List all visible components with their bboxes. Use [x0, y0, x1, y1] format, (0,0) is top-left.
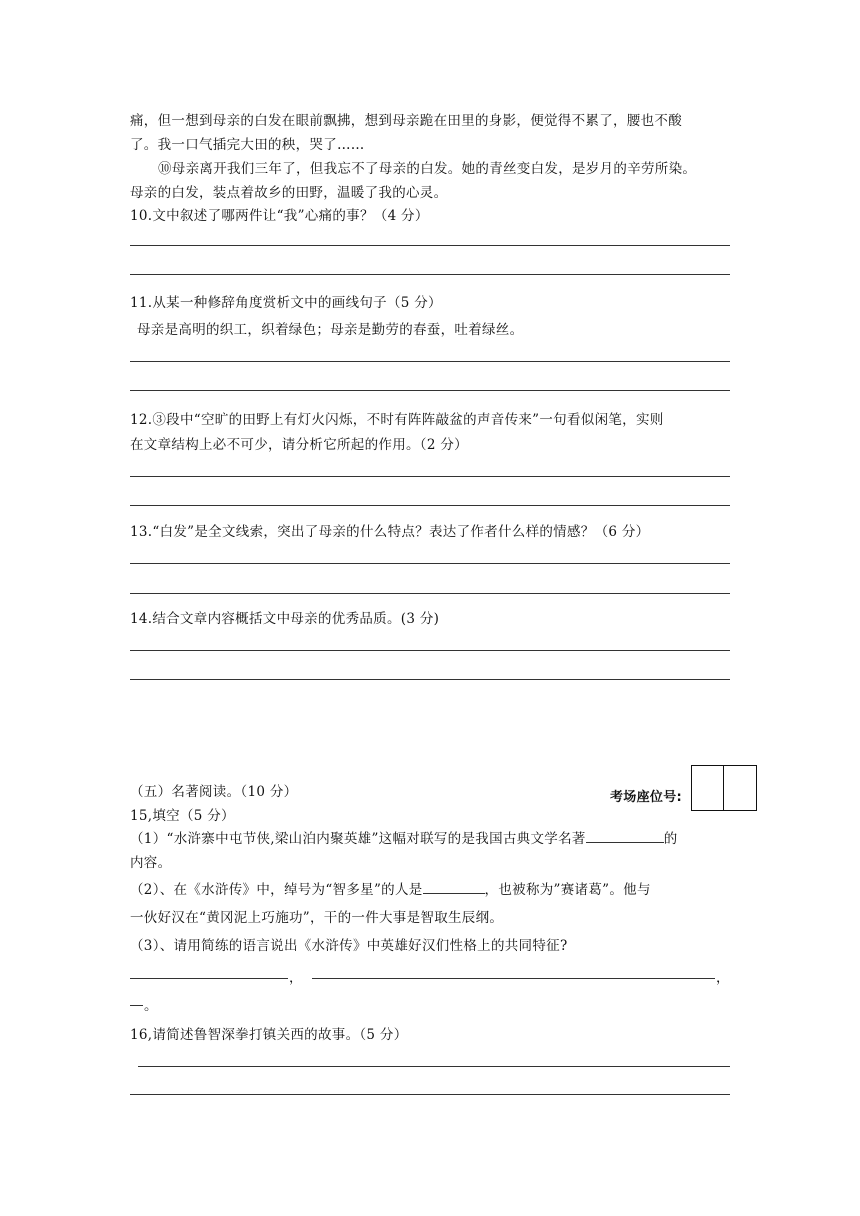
- seat-number-divider: [723, 766, 724, 810]
- answer-line[interactable]: [130, 1094, 730, 1095]
- question-15-1: [130, 827, 678, 847]
- question-10: 10.文中叙述了哪两件让“我”心痛的事？（4 分）: [130, 208, 429, 224]
- comma: ，: [716, 970, 730, 986]
- question-12: 12.③段中“空旷的田野上有灯火闪烁，不时有阵阵敲盆的声音传来”一句看似闲笔，实则: [130, 412, 664, 428]
- answer-line[interactable]: [130, 679, 730, 680]
- passage-line: 痛，但一想到母亲的白发在眼前飘拂，想到母亲跪在田里的身影，便觉得不累了，腰也不酸: [130, 113, 682, 129]
- answer-line[interactable]: [130, 593, 730, 594]
- question-15-2: [130, 878, 651, 898]
- section-title: （五）名著阅读。（10 分）: [130, 784, 298, 800]
- answer-line[interactable]: [138, 1066, 730, 1067]
- question-15: 15,填空（5 分）: [130, 808, 235, 824]
- answer-line[interactable]: [130, 274, 730, 275]
- answer-line[interactable]: [130, 390, 730, 391]
- question-15-2-tail: ，也被称为”赛诸葛”。他与: [484, 882, 651, 898]
- fill-blank[interactable]: [130, 978, 288, 979]
- period: 。: [144, 998, 158, 1014]
- passage-line: 了。我一口气插完大田的秧，哭了……: [130, 137, 365, 153]
- question-11: 11.从某一种修辞角度赏析文中的画线句子（5 分）: [130, 295, 442, 311]
- question-14: 14.结合文章内容概括文中母亲的优秀品质。(3 分): [130, 611, 440, 627]
- fill-blank[interactable]: [586, 841, 664, 843]
- answer-line[interactable]: [130, 650, 730, 651]
- passage-line: ⑩母亲离开我们三年了，但我忘不了母亲的白发。她的青丝变白发，是岁月的辛劳所染。: [158, 161, 697, 177]
- passage-line: 母亲的白发，装点着故乡的田野，温暖了我的心灵。: [130, 185, 448, 201]
- question-15-1-cont: 内容。: [130, 855, 172, 871]
- question-15-3: （3）、请用简练的语言说出《水浒传》中英雄好汉们性格上的共同特征?: [130, 938, 568, 954]
- answer-line[interactable]: [130, 361, 730, 362]
- fill-blank[interactable]: [423, 892, 485, 894]
- fill-blank[interactable]: [130, 1005, 143, 1006]
- question-15-2-text: （2）、在《水浒传》中，绰号为“智多星”的人是: [130, 882, 423, 898]
- question-15-1-tail: 的: [663, 831, 678, 847]
- question-12-cont: 在文章结构上必不可少，请分析它所起的作用。（2 分）: [130, 437, 468, 453]
- comma: ，: [289, 970, 303, 986]
- answer-line[interactable]: [130, 505, 730, 506]
- question-13: 13.“白发”是全文线索，突出了母亲的什么特点？表达了作者什么样的情感？（6 分）: [130, 524, 650, 540]
- seat-number-box[interactable]: [691, 765, 757, 811]
- answer-line[interactable]: [130, 476, 730, 477]
- question-11-quote: 母亲是高明的织工，织着绿色；母亲是勤劳的春蚕，吐着绿丝。: [137, 322, 524, 338]
- answer-line[interactable]: [130, 563, 730, 564]
- question-16: 16,请简述鲁智深拳打镇关西的故事。（5 分）: [130, 1027, 408, 1043]
- question-15-2-cont: 一伙好汉在“黄冈泥上巧施功”，干的一件大事是智取生辰纲。: [130, 910, 504, 926]
- seat-number-label: 考场座位号:: [610, 790, 682, 805]
- answer-line[interactable]: [130, 245, 730, 246]
- fill-blank[interactable]: [312, 978, 715, 979]
- question-15-1-text: （1）“水浒寨中屯节侠,梁山泊内聚英雄”这幅对联写的是我国古典文学名著: [130, 831, 586, 847]
